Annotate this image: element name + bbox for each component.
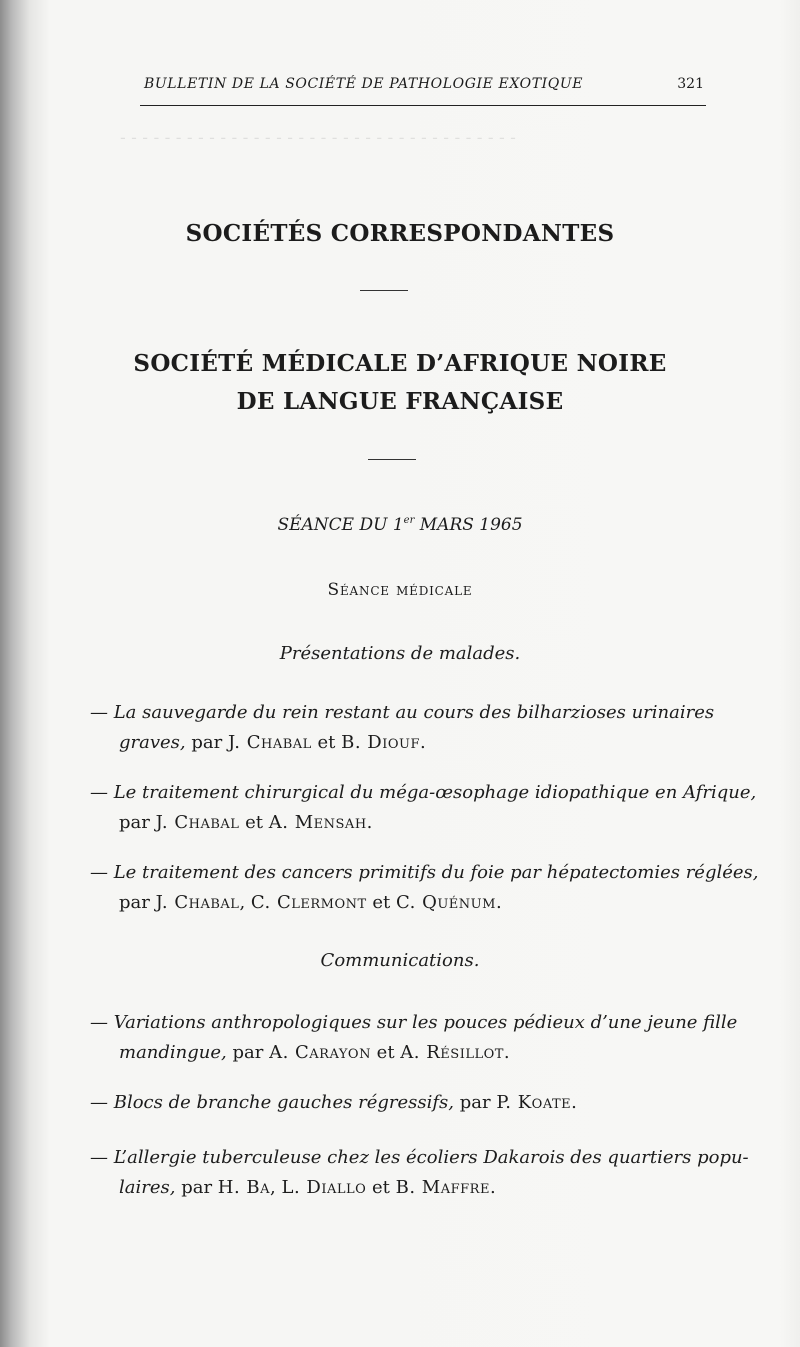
author: H. Ba	[217, 1177, 271, 1198]
show-through: - - - - - - - - - - - - - - - - - - - - - - - - - - - - - - - - - - - -	[120, 128, 516, 148]
author: B. Maffre	[395, 1177, 490, 1198]
society-title-line2: DE LANGUE FRANÇAISE	[236, 388, 564, 415]
list-item: — L’allergie tuberculeuse chez les écoliers Dakarois des quartiers popu- laires, par H. Ba, L. Diallo et B. Maffre.	[90, 1143, 712, 1203]
running-head	[140, 76, 706, 100]
entry-title: — Blocs de branche gauches régressifs,	[90, 1092, 454, 1113]
author: A. Mensah	[268, 812, 367, 833]
author: L. Diallo	[281, 1177, 367, 1198]
divider-rule	[368, 459, 416, 460]
entry-title: — Variations anthropologiques sur les pouces pédieux d’une jeune fille	[90, 1012, 738, 1033]
author: J. Chabal	[227, 732, 312, 753]
ordinal-superscript: er	[403, 515, 415, 526]
presentations-heading: Présentations de malades.	[279, 643, 521, 664]
list-item: — La sauvegarde du rein restant au cours des bilharzioses urinaires graves, par J. Chabal et B. Diouf.	[90, 698, 712, 758]
entry-title: — Le traitement des cancers primitifs du foie par hépatectomies réglées,	[90, 862, 759, 883]
header-rule	[140, 105, 706, 106]
list-item: — Le traitement chirurgical du méga-œsophage idiopathique en Afrique, par J. Chabal et A. Mensah.	[90, 778, 712, 838]
section-title: SOCIÉTÉS CORRESPONDANTES	[185, 220, 615, 247]
running-title: BULLETIN DE LA SOCIÉTÉ DE PATHOLOGIE EXOTIQUE	[144, 76, 584, 92]
author: C. Clermont	[250, 892, 367, 913]
list-item: — Le traitement des cancers primitifs du foie par hépatectomies réglées, par J. Chabal, C. Clermont et C. Quénum.	[90, 858, 712, 918]
list-item: — Variations anthropologiques sur les pouces pédieux d’une jeune fille mandingue, par A. Carayon et A. Résillot.	[90, 1008, 712, 1068]
entry-title: — La sauvegarde du rein restant au cours des bilharzioses urinaires	[90, 702, 715, 723]
author: C. Quénum	[396, 892, 496, 913]
entry-title: — Le traitement chirurgical du méga-œsophage idiopathique en Afrique,	[90, 782, 757, 803]
author: J. Chabal	[155, 812, 240, 833]
divider-rule	[360, 290, 408, 291]
list-item: — Blocs de branche gauches régressifs, par P. Koate.	[90, 1092, 577, 1113]
author: A. Carayon	[269, 1042, 371, 1063]
author: P. Koate	[496, 1092, 572, 1113]
author: J. Chabal	[155, 892, 240, 913]
author: B. Diouf	[341, 732, 421, 753]
society-title-line1: SOCIÉTÉ MÉDICALE D’AFRIQUE NOIRE	[133, 350, 667, 377]
author: A. Résillot	[400, 1042, 504, 1063]
seance-date: SÉANCE DU 1er MARS 1965	[277, 515, 523, 535]
communications-heading: Communications.	[320, 950, 480, 971]
page-number: 321	[677, 76, 704, 92]
seance-type: Séance médicale	[327, 580, 473, 600]
entry-title: — L’allergie tuberculeuse chez les écoliers Dakarois des quartiers popu-	[90, 1147, 749, 1168]
